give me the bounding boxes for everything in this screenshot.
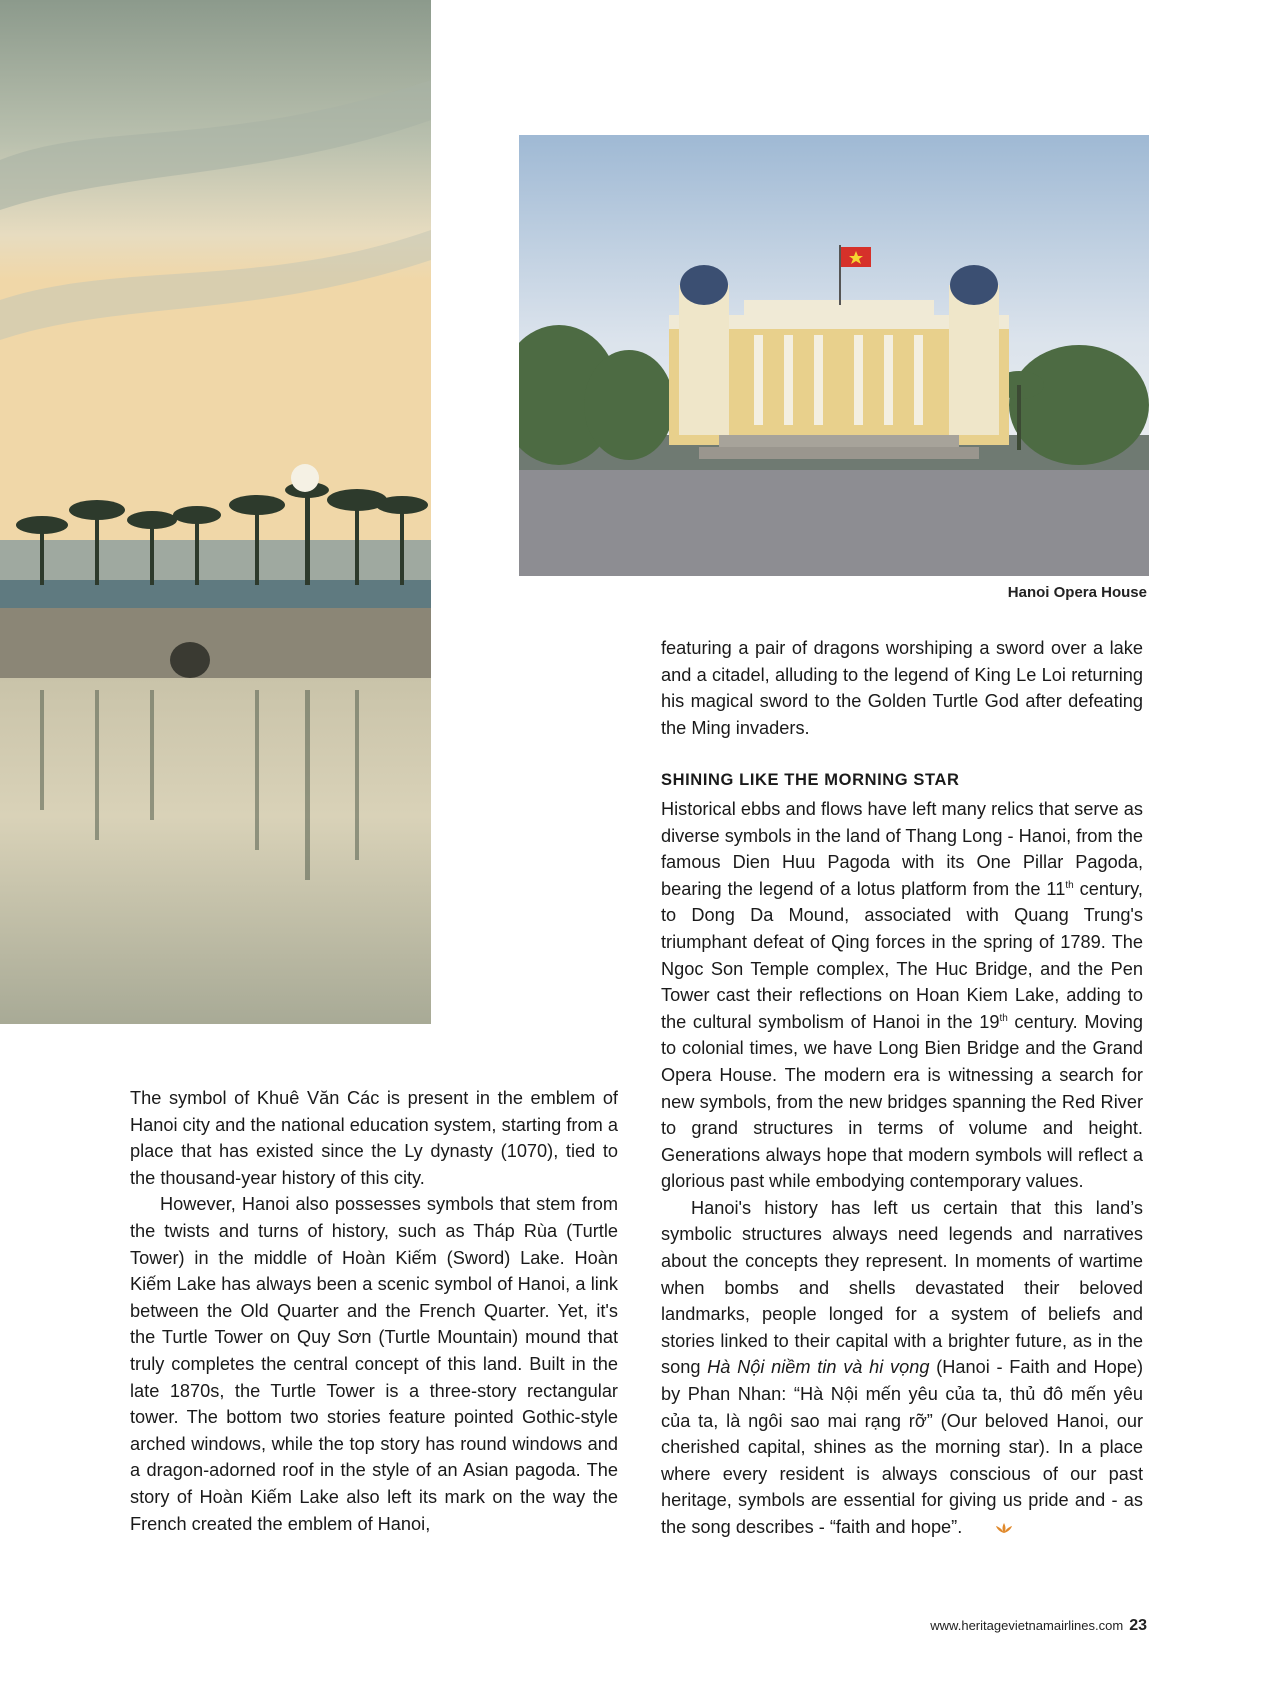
page-number: 23 [1129,1617,1147,1634]
lake-photo [0,0,431,1024]
paragraph: The symbol of Khuê Văn Các is present in the emblem of Hanoi city and the national education system, starting from a place that has existed since the Ly dynasty (1070), tied to the thousand-year history of this city. [130,1088,618,1188]
photo-caption: Hanoi Opera House [1007,584,1147,601]
song-title: Hà Nội niềm tin và hi vọng [707,1357,930,1378]
lotus-icon [965,1515,1013,1542]
right-column [661,635,1143,1541]
left-column [130,1085,618,1537]
paragraph: featuring a pair of dragons worshiping a sword over a lake and a citadel, alluding to the legend of King Le Loi returning his magical sword to the Golden Turtle God after defeating the Ming invaders. [661,638,1143,738]
paragraph: However, Hanoi also possesses symbols that stem from the twists and turns of history, such as Tháp Rùa (Turtle Tower) in the middle of Hoàn Kiếm (Sword) Lake. Hoàn Kiếm Lake has always been a scenic symbol of Hanoi, a link between the Old Quarter and the French Quarter. Yet, it's the Turtle Tower on Quy Sơn (Turtle Mountain) mound that truly completes the central concept of this land. Built in the late 1870s, the Turtle Tower is a three-story rectangular tower. The bottom two stories feature pointed Gothic-style arched windows, while the top story has round windows and a dragon-adorned roof in the style of an Asian pagoda. The story of Hoàn Kiếm Lake also left its mark on the way the French created the emblem of Hanoi, [130,1194,618,1534]
opera-house-photo [519,135,1149,576]
website-url: www.heritagevietnamairlines.com [930,1618,1124,1633]
page-footer [930,1617,1147,1635]
section-heading: SHINING LIKE THE MORNING STAR [661,771,960,790]
paragraph: Hanoi's history has left us certain that this land’s symbolic structures always need legends and narratives about the concepts they represent. In moments of wartime when bombs and shells devastated their beloved landmarks, people longed for a system of beliefs and stories linked to their capital with a brighter future, as in the song Hà Nội niềm tin và hi vọng (Hanoi - Faith and Hope) by Phan Nhan: “Hà Nội mến yêu của ta, thủ đô mến yêu của ta, là ngôi sao mai rạng rỡ” (Our beloved Hanoi, our cherished capital, shines as the morning star). In a place where every resident is always conscious of our past heritage, symbols are essential for giving us pride and - as the song describes - “faith and hope”. [661,1195,1143,1542]
paragraph: Historical ebbs and flows have left many relics that serve as diverse symbols in the land of Thang Long - Hanoi, from the famous Dien Huu Pagoda with its One Pillar Pagoda, bearing the legend of a lotus platform from the 11th century, to Dong Da Mound, associated with Quang Trung's triumphant defeat of Qing forces in the spring of 1789. The Ngoc Son Temple complex, The Huc Bridge, and the Pen Tower cast their reflections on Hoan Kiem Lake, adding to the cultural symbolism of Hanoi in the 19th century. Moving to colonial times, we have Long Bien Bridge and the Grand Opera House. The modern era is witnessing a search for new symbols, from the new bridges spanning the Red River to grand structures in terms of volume and height. Generations always hope that modern symbols will reflect a glorious past while embodying contemporary values. [661,798,1143,1192]
